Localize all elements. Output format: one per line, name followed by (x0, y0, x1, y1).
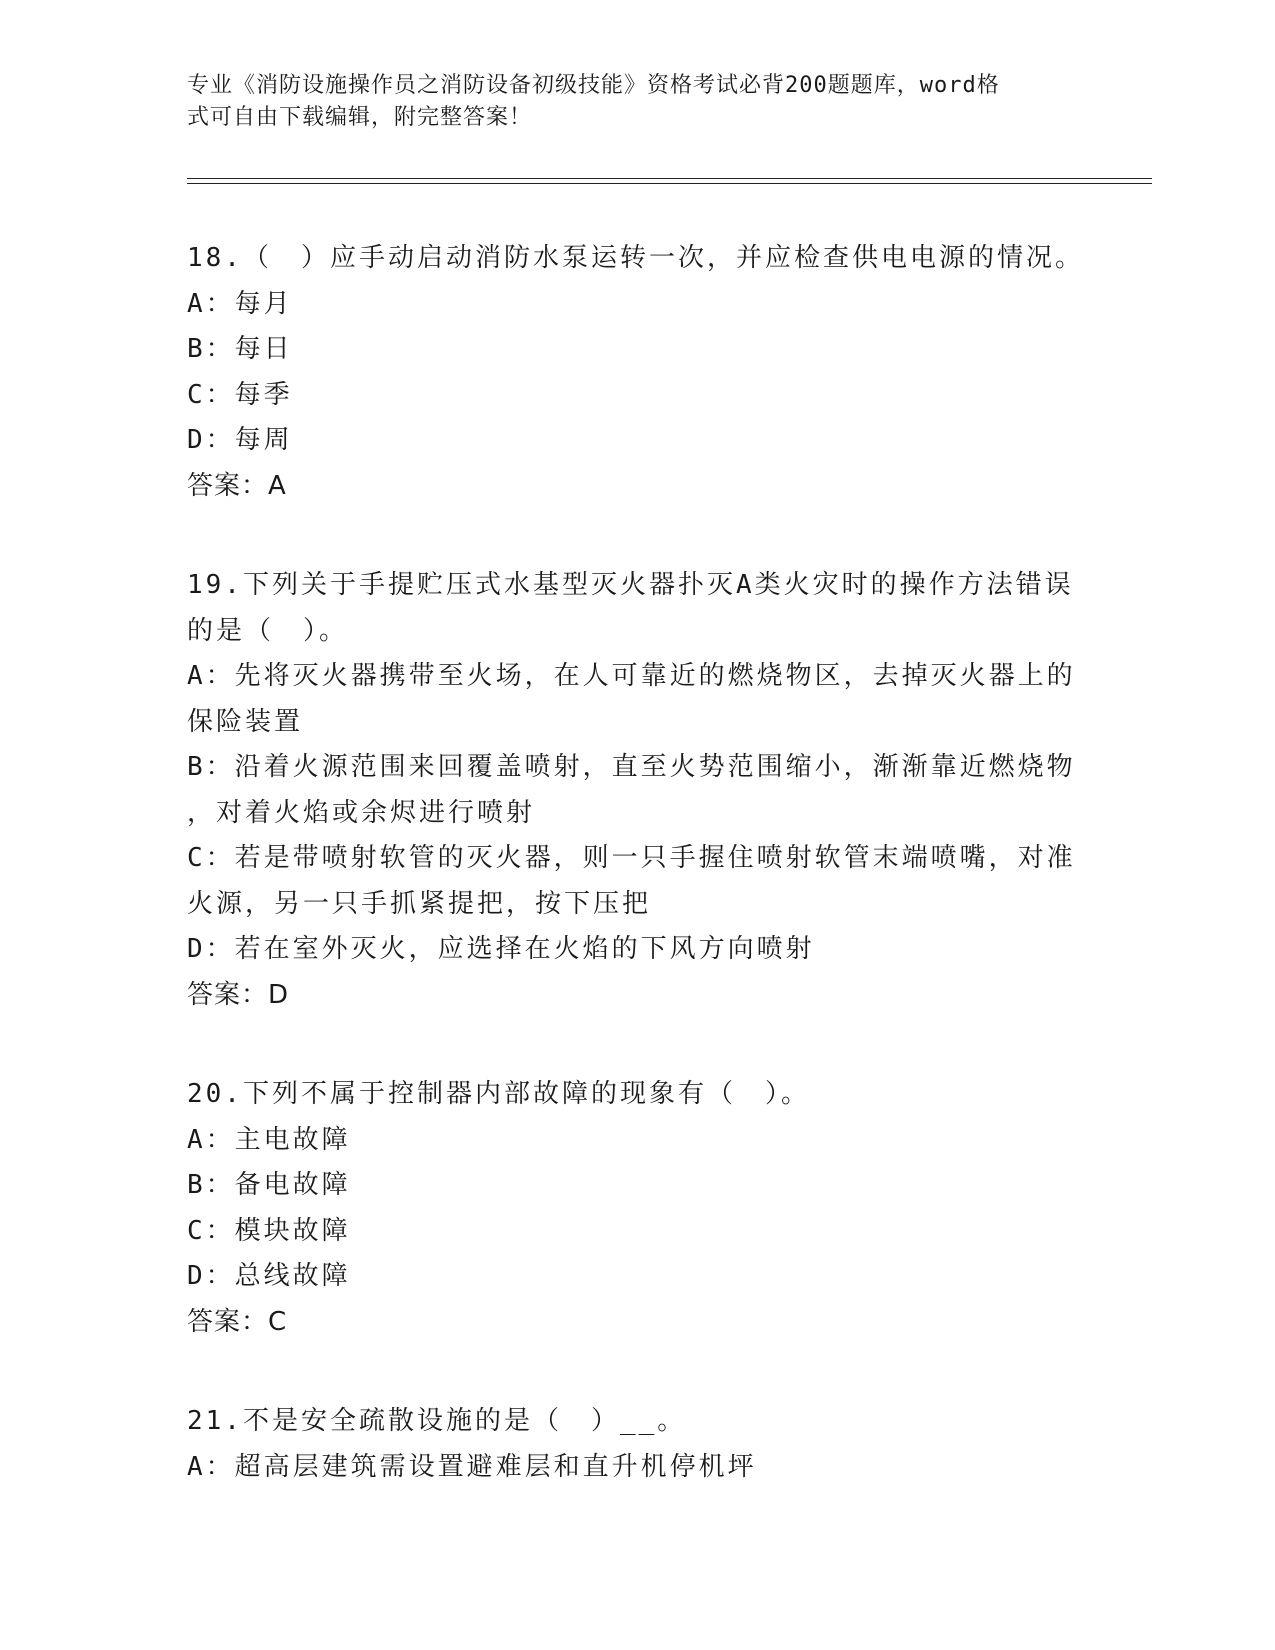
answer: 答案：A (187, 470, 287, 501)
option-a-line-1: A：先将灭火器携带至火场，在人可靠近的燃烧物区，去掉灭火器上的 (187, 661, 1076, 691)
option-a: A：每月 (187, 288, 293, 319)
answer: 答案：C (187, 1306, 288, 1337)
question-20 (187, 1072, 1087, 1345)
header-divider-bottom (187, 183, 1152, 184)
header-divider-top (187, 178, 1152, 179)
question-stem-line-2: 的是（ ）。 (187, 615, 349, 646)
question-stem-line-1: 19.下列关于手提贮压式水基型灭火器扑灭A类火灾时的操作方法错误 (187, 570, 1074, 600)
option-d: D：总线故障 (187, 1261, 351, 1291)
question-21 (187, 1399, 1087, 1490)
option-b: B：每日 (187, 334, 293, 364)
question-stem: 21.不是安全疏散设施的是（ ）__。 (187, 1406, 687, 1436)
option-b: B：备电故障 (187, 1170, 351, 1200)
question-18 (187, 236, 1087, 509)
option-a: A：超高层建筑需设置避难层和直升机停机坪 (187, 1451, 757, 1482)
option-d: D：若在室外灭火，应选择在火焰的下风方向喷射 (187, 934, 815, 964)
question-19 (187, 563, 1087, 1018)
option-b-line-2: ，对着火焰或余烬进行喷射 (187, 797, 536, 828)
answer: 答案：D (187, 979, 290, 1010)
option-c-line-2: 火源，另一只手抓紧提把，按下压把 (187, 888, 652, 919)
option-a-line-2: 保险装置 (187, 706, 304, 737)
option-b-line-1: B：沿着火源范围来回覆盖喷射，直至火势范围缩小，渐渐靠近燃烧物 (187, 752, 1076, 782)
option-d: D：每周 (187, 425, 293, 455)
question-stem: 20.下列不属于控制器内部故障的现象有（ ）。 (187, 1079, 810, 1109)
header-line-1: 专业《消防设施操作员之消防设备初级技能》资格考试必背200题题库，word格 (187, 73, 1000, 98)
option-c: C：每季 (187, 379, 293, 410)
option-c-line-1: C：若是带喷射软管的灭火器，则一只手握住喷射软管末端喷嘴，对准 (187, 843, 1076, 873)
option-c: C：模块故障 (187, 1215, 351, 1246)
header-line-2: 式可自由下载编辑，附完整答案！ (187, 105, 533, 130)
document-header (187, 70, 1067, 134)
question-stem: 18.（ ）应手动启动消防水泵运转一次，并应检查供电电源的情况。 (187, 243, 1084, 273)
question-list (187, 236, 1087, 1544)
option-a: A：主电故障 (187, 1124, 351, 1155)
